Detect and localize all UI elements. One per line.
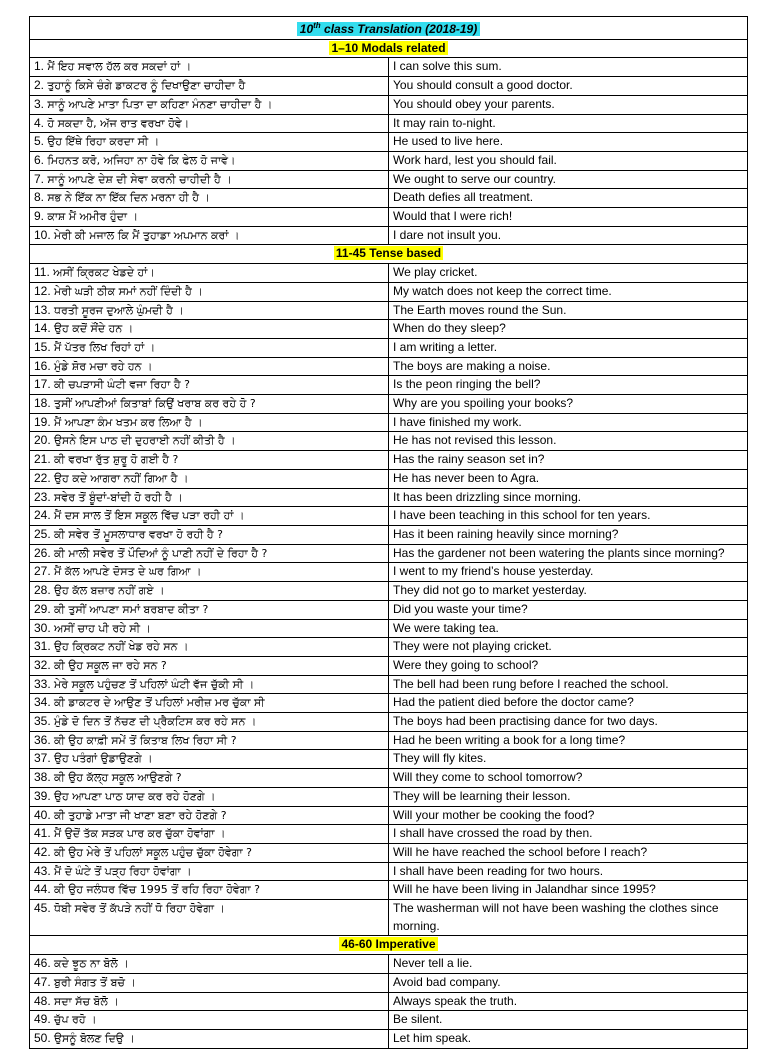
english-sentence: The boys had been practising dance for two days. bbox=[389, 713, 748, 732]
punjabi-sentence: ਮੈਂ ਪੱਤਰ ਲਿਖ ਰਿਹਾਂ ਹਾਂ । bbox=[54, 340, 156, 354]
punjabi-sentence: ਕਾਸ਼ ਮੈਂ ਅਮੀਰ ਹੁੰਦਾ । bbox=[47, 210, 138, 224]
table-row bbox=[30, 264, 748, 283]
table-row bbox=[30, 600, 748, 619]
english-sentence: I dare not insult you. bbox=[389, 226, 748, 245]
punjabi-cell bbox=[30, 507, 389, 526]
english-sentence: Has the gardener not been watering the plants since morning? bbox=[389, 544, 748, 563]
english-sentence: Had the patient died before the doctor came? bbox=[389, 694, 748, 713]
row-number: 11. bbox=[34, 265, 50, 280]
english-sentence: They will be learning their lesson. bbox=[389, 787, 748, 806]
table-row bbox=[30, 955, 748, 974]
punjabi-cell bbox=[30, 900, 389, 936]
table-row bbox=[30, 338, 748, 357]
english-sentence: Will he have been living in Jalandhar since 1995? bbox=[389, 881, 748, 900]
english-sentence: I shall have crossed the road by then. bbox=[389, 825, 748, 844]
punjabi-cell bbox=[30, 563, 389, 582]
row-number: 40. bbox=[34, 807, 51, 822]
punjabi-sentence: ਕੀ ਮਾਲੀ ਸਵੇਰ ਤੋਂ ਪੌਦਿਆਂ ਨੂੰ ਪਾਣੀ ਨਹੀਂ ਦੇ ਰਿਹਾ ਹੈ ? bbox=[54, 546, 268, 560]
english-sentence: I can solve this sum. bbox=[389, 58, 748, 77]
row-number: 26. bbox=[34, 545, 51, 560]
english-sentence: The boys are making a noise. bbox=[389, 357, 748, 376]
row-number: 13. bbox=[34, 302, 51, 317]
row-number: 24. bbox=[34, 508, 51, 523]
punjabi-sentence: ਕੀ ਉਹ ਕਾਫ਼ੀ ਸਮੇਂ ਤੋਂ ਕਿਤਾਬ ਲਿਖ ਰਿਹਾ ਸੀ ? bbox=[54, 733, 237, 747]
table-row bbox=[30, 189, 748, 208]
row-number: 41. bbox=[34, 826, 51, 841]
english-sentence: Always speak the truth. bbox=[389, 992, 748, 1011]
punjabi-cell bbox=[30, 357, 389, 376]
english-sentence: He used to live here. bbox=[389, 133, 748, 152]
table-row bbox=[30, 357, 748, 376]
table-row bbox=[30, 77, 748, 96]
punjabi-sentence: ਉਹ ਆਪਣਾ ਪਾਠ ਯਾਦ ਕਰ ਰਹੇ ਹੋਣਗੇ । bbox=[54, 789, 216, 803]
punjabi-sentence: ਮੁੰਡੇ ਸ਼ੋਰ ਮਚਾ ਰਹੇ ਹਨ । bbox=[54, 359, 153, 373]
english-sentence: We ought to serve our country. bbox=[389, 170, 748, 189]
punjabi-sentence: ਉਹ ਕਦੇ ਆਗਰਾ ਨਹੀਂ ਗਿਆ ਹੈ । bbox=[54, 471, 189, 485]
row-number: 42. bbox=[34, 844, 51, 859]
table-row bbox=[30, 806, 748, 825]
punjabi-cell bbox=[30, 58, 389, 77]
english-sentence: My watch does not keep the correct time. bbox=[389, 282, 748, 301]
english-sentence: Why are you spoiling your books? bbox=[389, 395, 748, 414]
table-row bbox=[30, 638, 748, 657]
row-number: 25. bbox=[34, 526, 51, 541]
section-label: 1–10 Modals related bbox=[331, 40, 446, 55]
punjabi-cell bbox=[30, 713, 389, 732]
english-sentence: We play cricket. bbox=[389, 264, 748, 283]
punjabi-cell bbox=[30, 376, 389, 395]
punjabi-sentence: ਚੁੱਪ ਰਹੋ । bbox=[54, 1013, 97, 1027]
punjabi-cell bbox=[30, 973, 389, 992]
row-number: 18. bbox=[34, 396, 51, 411]
row-number: 4. bbox=[34, 115, 45, 130]
translation-sheet bbox=[29, 16, 748, 1049]
punjabi-sentence: ਉਹ ਇੱਥੇ ਰਿਹਾ ਕਰਦਾ ਸੀ । bbox=[47, 135, 160, 149]
punjabi-cell bbox=[30, 862, 389, 881]
punjabi-cell bbox=[30, 619, 389, 638]
table-row bbox=[30, 656, 748, 675]
table-row bbox=[30, 582, 748, 601]
punjabi-sentence: ਕੀ ਉਹ ਸਕੂਲ ਜਾ ਰਹੇ ਸਨ ? bbox=[54, 658, 167, 672]
table-row bbox=[30, 731, 748, 750]
table-row bbox=[30, 713, 748, 732]
punjabi-sentence: ਮੈਂ ਦੋ ਘੰਟੇ ਤੋਂ ਪੜ੍ਹ ਰਿਹਾ ਹੋਵਾਂਗਾ । bbox=[54, 864, 192, 878]
punjabi-sentence: ਉਹ ਕਦੋਂ ਸੌਂਦੇ ਹਨ । bbox=[54, 322, 134, 336]
punjabi-sentence: ਮੈਂ ਇਹ ਸਵਾਲ ਹੱਲ ਕਰ ਸਕਦਾਂ ਹਾਂ । bbox=[47, 60, 192, 74]
section-header bbox=[30, 39, 748, 58]
row-number: 27. bbox=[34, 564, 51, 579]
punjabi-sentence: ਉਸਨੂੰ ਬੋਲਣ ਦਿਉ । bbox=[54, 1031, 135, 1045]
table-row bbox=[30, 619, 748, 638]
punjabi-sentence: ਧਰਤੀ ਸੂਰਜ ਦੁਆਲੇ ਘੁੰਮਦੀ ਹੈ । bbox=[54, 303, 184, 317]
english-sentence: He has never been to Agra. bbox=[389, 469, 748, 488]
punjabi-sentence: ਮੇਰੀ ਕੀ ਮਜਾਲ ਕਿ ਮੈਂ ਤੁਹਾਡਾ ਅਪਮਾਨ ਕਰਾਂ । bbox=[54, 228, 240, 242]
section-header bbox=[30, 245, 748, 264]
table-row bbox=[30, 208, 748, 227]
punjabi-sentence: ਮੇਰੇ ਸਕੂਲ ਪਹੁੰਚਣ ਤੋਂ ਪਹਿਲਾਂ ਘੰਟੀ ਵੱਜ ਚੁੱਕੀ ਸੀ । bbox=[54, 677, 255, 691]
english-sentence: The Earth moves round the Sun. bbox=[389, 301, 748, 320]
table-row bbox=[30, 973, 748, 992]
row-number: 6. bbox=[34, 152, 45, 167]
punjabi-cell bbox=[30, 638, 389, 657]
row-number: 14. bbox=[34, 321, 51, 336]
row-number: 5. bbox=[34, 134, 45, 149]
punjabi-sentence: ਕੀ ਤੁਸੀਂ ਆਪਣਾ ਸਮਾਂ ਬਰਬਾਦ ਕੀਤਾ ? bbox=[54, 602, 209, 616]
punjabi-cell bbox=[30, 208, 389, 227]
punjabi-sentence: ਮੁੰਡੇ ਦੋ ਦਿਨ ਤੋਂ ਨੱਚਣ ਦੀ ਪ੍ਰੈਕਟਿਸ ਕਰ ਰਹੇ ਸਨ । bbox=[54, 715, 257, 729]
english-sentence: Did you waste your time? bbox=[389, 600, 748, 619]
punjabi-cell bbox=[30, 750, 389, 769]
punjabi-sentence: ਕੀ ਉਹ ਕੱਲ੍ਹ ਸਕੂਲ ਆਉਣਗੇ ? bbox=[54, 771, 182, 785]
title-highlight bbox=[297, 22, 480, 36]
row-number: 31. bbox=[34, 639, 51, 654]
punjabi-cell bbox=[30, 395, 389, 414]
sheet-title bbox=[30, 17, 748, 40]
punjabi-cell bbox=[30, 469, 389, 488]
row-number: 1. bbox=[34, 59, 45, 74]
table-row bbox=[30, 1011, 748, 1030]
punjabi-sentence: ਸਵੇਰ ਤੋਂ ਬੂੰਦਾਂ-ਬਾਂਦੀ ਹੋ ਰਹੀ ਹੈ । bbox=[54, 490, 183, 504]
english-sentence: I have been teaching in this school for ten years. bbox=[389, 507, 748, 526]
table-row bbox=[30, 992, 748, 1011]
table-row bbox=[30, 413, 748, 432]
english-sentence: We were taking tea. bbox=[389, 619, 748, 638]
punjabi-sentence: ਸਦਾ ਸੱਚ ਬੋਲੋ । bbox=[54, 994, 119, 1008]
punjabi-cell bbox=[30, 320, 389, 339]
english-sentence: I am writing a letter. bbox=[389, 338, 748, 357]
punjabi-cell bbox=[30, 451, 389, 470]
punjabi-cell bbox=[30, 992, 389, 1011]
row-number: 28. bbox=[34, 583, 51, 598]
punjabi-sentence: ਕੀ ਚਪੜਾਸੀ ਘੰਟੀ ਵਜਾ ਰਿਹਾ ਹੈ ? bbox=[54, 378, 190, 392]
punjabi-cell bbox=[30, 675, 389, 694]
table-row bbox=[30, 376, 748, 395]
row-number: 20. bbox=[34, 433, 51, 448]
punjabi-sentence: ਮਿਹਨਤ ਕਰੋ, ਅਜਿਹਾ ਨਾ ਹੋਵੇ ਕਿ ਫੇਲ ਹੋ ਜਾਵੇ। bbox=[47, 153, 236, 167]
row-number: 9. bbox=[34, 209, 45, 224]
english-sentence: Be silent. bbox=[389, 1011, 748, 1030]
row-number: 44. bbox=[34, 882, 51, 897]
table-row bbox=[30, 282, 748, 301]
punjabi-cell bbox=[30, 843, 389, 862]
punjabi-cell bbox=[30, 432, 389, 451]
english-sentence: Avoid bad company. bbox=[389, 973, 748, 992]
english-sentence: Will your mother be cooking the food? bbox=[389, 806, 748, 825]
row-number: 33. bbox=[34, 676, 51, 691]
row-number: 48. bbox=[34, 993, 51, 1008]
english-sentence: Is the peon ringing the bell? bbox=[389, 376, 748, 395]
punjabi-cell bbox=[30, 226, 389, 245]
table-row bbox=[30, 488, 748, 507]
english-sentence: Will they come to school tomorrow? bbox=[389, 769, 748, 788]
english-sentence: I went to my friend’s house yesterday. bbox=[389, 563, 748, 582]
english-sentence: I shall have been reading for two hours. bbox=[389, 862, 748, 881]
section-header-row bbox=[30, 936, 748, 955]
punjabi-cell bbox=[30, 133, 389, 152]
english-sentence: Had he been writing a book for a long time? bbox=[389, 731, 748, 750]
table-row bbox=[30, 862, 748, 881]
punjabi-cell bbox=[30, 413, 389, 432]
punjabi-cell bbox=[30, 77, 389, 96]
english-sentence: It has been drizzling since morning. bbox=[389, 488, 748, 507]
table-row bbox=[30, 1029, 748, 1048]
punjabi-sentence: ਸਾਨੂੰ ਆਪਣੇ ਮਾਤਾ ਪਿਤਾ ਦਾ ਕਹਿਣਾ ਮੰਨਣਾ ਚਾਹੀਦਾ ਹੈ । bbox=[47, 97, 273, 111]
english-sentence: Work hard, lest you should fail. bbox=[389, 151, 748, 170]
table-row bbox=[30, 787, 748, 806]
table-row bbox=[30, 881, 748, 900]
english-sentence: Will he have reached the school before I reach? bbox=[389, 843, 748, 862]
table-row bbox=[30, 769, 748, 788]
punjabi-sentence: ਮੇਰੀ ਘੜੀ ਠੀਕ ਸਮਾਂ ਨਹੀਂ ਦਿੰਦੀ ਹੈ । bbox=[54, 284, 203, 298]
english-sentence: Never tell a lie. bbox=[389, 955, 748, 974]
table-row bbox=[30, 825, 748, 844]
punjabi-cell bbox=[30, 544, 389, 563]
table-row bbox=[30, 95, 748, 114]
table-row bbox=[30, 675, 748, 694]
row-number: 12. bbox=[34, 283, 51, 298]
row-number: 37. bbox=[34, 751, 51, 766]
table-row bbox=[30, 301, 748, 320]
punjabi-cell bbox=[30, 656, 389, 675]
translation-table bbox=[29, 16, 748, 1049]
punjabi-cell bbox=[30, 881, 389, 900]
row-number: 15. bbox=[34, 339, 51, 354]
row-number: 50. bbox=[34, 1030, 51, 1045]
punjabi-cell bbox=[30, 1029, 389, 1048]
section-label: 11-45 Tense based bbox=[335, 246, 442, 261]
punjabi-sentence: ਹੋ ਸਕਦਾ ਹੈ, ਅੱਜ ਰਾਤ ਵਰਖਾ ਹੋਵੇ। bbox=[47, 116, 190, 130]
punjabi-sentence: ਮੈਂ ਉਦੋਂ ਤੱਕ ਸੜਕ ਪਾਰ ਕਰ ਚੁੱਕਾ ਹੋਵਾਂਗਾ । bbox=[54, 827, 226, 841]
row-number: 17. bbox=[34, 377, 51, 392]
punjabi-sentence: ਅਸੀਂ ਕ੍ਰਿਕਟ ਖੇਡਦੇ ਹਾਂ। bbox=[53, 266, 155, 280]
punjabi-cell bbox=[30, 582, 389, 601]
punjabi-cell bbox=[30, 95, 389, 114]
punjabi-cell bbox=[30, 338, 389, 357]
sheet-title-row bbox=[30, 17, 748, 40]
section-header-row bbox=[30, 39, 748, 58]
table-row bbox=[30, 451, 748, 470]
table-row bbox=[30, 133, 748, 152]
english-sentence: I have finished my work. bbox=[389, 413, 748, 432]
punjabi-cell bbox=[30, 769, 389, 788]
english-sentence: Has it been raining heavily since morning? bbox=[389, 525, 748, 544]
english-sentence: The washerman will not have been washing the clothes since morning. bbox=[389, 900, 748, 936]
punjabi-sentence: ਮੈਂ ਆਪਣਾ ਕੰਮ ਖਤਮ ਕਰ ਲਿਆ ਹੈ । bbox=[54, 415, 203, 429]
title-number: 10 bbox=[299, 22, 314, 36]
punjabi-cell bbox=[30, 694, 389, 713]
title-text: class Translation (2018-19) bbox=[320, 22, 478, 36]
punjabi-cell bbox=[30, 806, 389, 825]
row-number: 7. bbox=[34, 171, 45, 186]
section-label: 46-60 Imperative bbox=[341, 937, 436, 952]
punjabi-cell bbox=[30, 151, 389, 170]
table-row bbox=[30, 563, 748, 582]
table-row bbox=[30, 395, 748, 414]
row-number: 49. bbox=[34, 1012, 51, 1027]
table-row bbox=[30, 58, 748, 77]
table-row bbox=[30, 151, 748, 170]
punjabi-cell bbox=[30, 170, 389, 189]
english-sentence: You should consult a good doctor. bbox=[389, 77, 748, 96]
row-number: 3. bbox=[34, 96, 45, 111]
row-number: 32. bbox=[34, 657, 51, 672]
punjabi-sentence: ਉਹ ਕ੍ਰਿਕਟ ਨਹੀਂ ਖੇਡ ਰਹੇ ਸਨ । bbox=[54, 640, 189, 654]
row-number: 21. bbox=[34, 452, 51, 467]
english-sentence: The bell had been rung before I reached the school. bbox=[389, 675, 748, 694]
table-row bbox=[30, 320, 748, 339]
punjabi-cell bbox=[30, 1011, 389, 1030]
punjabi-cell bbox=[30, 114, 389, 133]
english-sentence: It may rain to-night. bbox=[389, 114, 748, 133]
section-header bbox=[30, 936, 748, 955]
punjabi-sentence: ਕੀ ਸਵੇਰ ਤੋਂ ਮੂਸਲਾਧਾਰ ਵਰਖਾ ਹੋ ਰਹੀ ਹੈ ? bbox=[54, 527, 223, 541]
row-number: 23. bbox=[34, 489, 51, 504]
punjabi-cell bbox=[30, 301, 389, 320]
table-row bbox=[30, 544, 748, 563]
row-number: 34. bbox=[34, 695, 51, 710]
section-header-row bbox=[30, 245, 748, 264]
english-sentence: Has the rainy season set in? bbox=[389, 451, 748, 470]
english-sentence: They did not go to market yesterday. bbox=[389, 582, 748, 601]
table-row bbox=[30, 750, 748, 769]
row-number: 8. bbox=[34, 190, 45, 205]
row-number: 19. bbox=[34, 414, 51, 429]
punjabi-sentence: ਕੀ ਉਹ ਜਲੰਧਰ ਵਿੱਚ 1995 ਤੋਂ ਰਹਿ ਰਿਹਾ ਹੋਵੇਗਾ ? bbox=[54, 883, 260, 897]
title-superscript: th bbox=[313, 21, 321, 30]
punjabi-cell bbox=[30, 787, 389, 806]
punjabi-sentence: ਉਹ ਪਤੰਗਾਂ ਉਡਾਉਣਗੇ । bbox=[54, 752, 153, 766]
punjabi-sentence: ਮੈਂ ਕੱਲ ਆਪਣੇ ਦੋਸਤ ਦੇ ਘਰ ਗਿਆ । bbox=[54, 565, 202, 579]
row-number: 36. bbox=[34, 732, 51, 747]
punjabi-cell bbox=[30, 264, 389, 283]
table-row bbox=[30, 900, 748, 936]
english-sentence: They will fly kites. bbox=[389, 750, 748, 769]
punjabi-cell bbox=[30, 731, 389, 750]
row-number: 30. bbox=[34, 620, 51, 635]
table-row bbox=[30, 170, 748, 189]
row-number: 39. bbox=[34, 788, 51, 803]
table-row bbox=[30, 432, 748, 451]
english-sentence: Let him speak. bbox=[389, 1029, 748, 1048]
row-number: 43. bbox=[34, 863, 51, 878]
punjabi-sentence: ਤੁਹਾਨੂੰ ਕਿਸੇ ਚੰਗੇ ਡਾਕਟਰ ਨੂੰ ਦਿਖਾਉਣਾ ਚਾਹੀਦਾ ਹੈ bbox=[47, 79, 246, 93]
row-number: 38. bbox=[34, 770, 51, 785]
punjabi-sentence: ਕੀ ਵਰਖਾ ਰੁੱਤ ਸ਼ੁਰੂ ਹੋ ਗਈ ਹੈ ? bbox=[54, 453, 179, 467]
punjabi-sentence: ਸਾਨੂੰ ਆਪਣੇ ਦੇਸ਼ ਦੀ ਸੇਵਾ ਕਰਨੀ ਚਾਹੀਦੀ ਹੈ । bbox=[47, 172, 232, 186]
row-number: 47. bbox=[34, 974, 51, 989]
punjabi-sentence: ਕੀ ਡਾਕਟਰ ਦੇ ਆਉਣ ਤੋਂ ਪਹਿਲਾਂ ਮਰੀਜ਼ ਮਰ ਚੁੱਕਾ ਸੀ bbox=[54, 696, 265, 710]
row-number: 10. bbox=[34, 227, 51, 242]
punjabi-sentence: ਕਦੇ ਝੂਠ ਨਾ ਬੋਲੋ । bbox=[54, 957, 129, 971]
punjabi-cell bbox=[30, 488, 389, 507]
punjabi-cell bbox=[30, 955, 389, 974]
table-row bbox=[30, 843, 748, 862]
punjabi-sentence: ਉਹ ਕੱਲ ਬਜ਼ਾਰ ਨਹੀਂ ਗਏ । bbox=[54, 584, 165, 598]
punjabi-sentence: ਕੀ ਉਹ ਮੇਰੇ ਤੋਂ ਪਹਿਲਾਂ ਸਕੂਲ ਪਹੁੰਚ ਚੁੱਕਾ ਹੋਵੇਗਾ ? bbox=[54, 845, 252, 859]
punjabi-sentence: ਉਸਨੇ ਇਸ ਪਾਠ ਦੀ ਦੁਹਰਾਈ ਨਹੀਂ ਕੀਤੀ ਹੈ । bbox=[54, 434, 236, 448]
row-number: 45. bbox=[34, 901, 51, 916]
english-sentence: Death defies all treatment. bbox=[389, 189, 748, 208]
row-number: 29. bbox=[34, 601, 51, 616]
punjabi-cell bbox=[30, 825, 389, 844]
punjabi-cell bbox=[30, 282, 389, 301]
punjabi-sentence: ਅਸੀਂ ਚਾਹ ਪੀ ਰਹੇ ਸੀ । bbox=[54, 621, 151, 635]
punjabi-sentence: ਮੈਂ ਦਸ ਸਾਲ ਤੋਂ ਇਸ ਸਕੂਲ ਵਿੱਚ ਪੜਾ ਰਹੀ ਹਾਂ । bbox=[54, 509, 245, 523]
english-sentence: Were they going to school? bbox=[389, 656, 748, 675]
punjabi-cell bbox=[30, 600, 389, 619]
english-sentence: They were not playing cricket. bbox=[389, 638, 748, 657]
table-row bbox=[30, 507, 748, 526]
table-row bbox=[30, 694, 748, 713]
punjabi-sentence: ਤੁਸੀਂ ਆਪਣੀਆਂ ਕਿਤਾਬਾਂ ਕਿਉਂ ਖਰਾਬ ਕਰ ਰਹੇ ਹੋ ? bbox=[54, 397, 256, 411]
row-number: 22. bbox=[34, 470, 51, 485]
table-row bbox=[30, 114, 748, 133]
english-sentence: You should obey your parents. bbox=[389, 95, 748, 114]
punjabi-cell bbox=[30, 189, 389, 208]
english-sentence: He has not revised this lesson. bbox=[389, 432, 748, 451]
table-row bbox=[30, 525, 748, 544]
punjabi-sentence: ਸਭ ਨੇ ਇੱਕ ਨਾ ਇੱਕ ਦਿਨ ਮਰਨਾ ਹੀ ਹੈ । bbox=[47, 191, 210, 205]
table-row bbox=[30, 469, 748, 488]
punjabi-sentence: ਬੁਰੀ ਸੰਗਤ ਤੋਂ ਬਚੋ । bbox=[54, 975, 136, 989]
punjabi-cell bbox=[30, 525, 389, 544]
punjabi-sentence: ਕੀ ਤੁਹਾਡੇ ਮਾਤਾ ਜੀ ਖਾਣਾ ਬਣਾ ਰਹੇ ਹੋਣਗੇ ? bbox=[54, 808, 227, 822]
row-number: 2. bbox=[34, 78, 45, 93]
row-number: 16. bbox=[34, 358, 51, 373]
english-sentence: When do they sleep? bbox=[389, 320, 748, 339]
english-sentence: Would that I were rich! bbox=[389, 208, 748, 227]
row-number: 46. bbox=[34, 956, 51, 971]
row-number: 35. bbox=[34, 714, 51, 729]
table-row bbox=[30, 226, 748, 245]
punjabi-sentence: ਧੋਬੀ ਸਵੇਰ ਤੋਂ ਕੱਪੜੇ ਨਹੀਂ ਧੋ ਰਿਹਾ ਹੋਵੇਗਾ । bbox=[54, 902, 225, 916]
